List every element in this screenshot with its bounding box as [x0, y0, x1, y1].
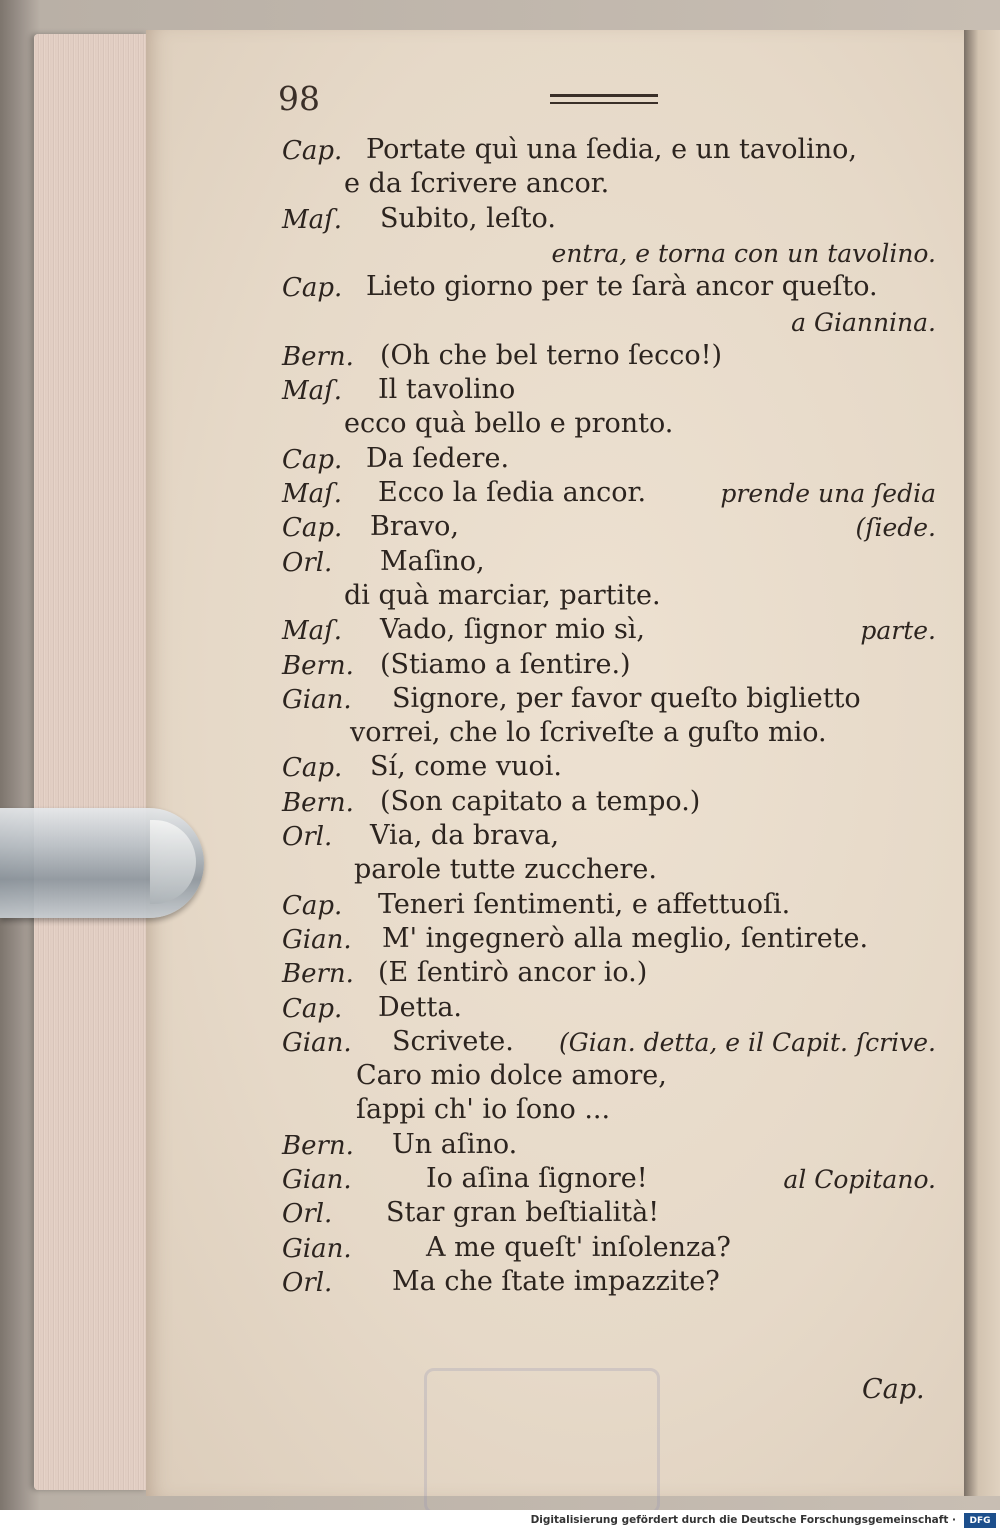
catchword: Cap. — [862, 1374, 925, 1405]
speaker-name: Cap. — [282, 890, 343, 921]
speaker-name: Bern. — [282, 1130, 354, 1161]
text-line — [0, 717, 1000, 751]
speaker-name: Gian. — [282, 684, 352, 715]
speaker-name: Orl. — [282, 1267, 333, 1298]
dialogue-text: Lieto giorno per te ſarà ancor queſto. — [366, 271, 878, 303]
text-line — [0, 957, 1000, 991]
speaker-name: Maſ. — [282, 616, 343, 647]
stage-direction: a Giannina. — [791, 307, 936, 337]
speaker-name: Orl. — [282, 547, 333, 578]
text-line — [0, 1129, 1000, 1163]
speaker-name: Gian. — [282, 1233, 352, 1264]
text-line — [0, 408, 1000, 442]
text-line — [0, 340, 1000, 374]
dialogue-text: Il tavolino — [378, 374, 516, 406]
dialogue-text: vorrei, che lo ſcriveſte a guſto mio. — [350, 717, 827, 749]
dialogue-text: ſappi ch' io ſono ... — [356, 1094, 611, 1126]
dialogue-text: Teneri ſentimenti, e affettuoſi. — [378, 888, 791, 920]
dialogue-text: (Son capitato a tempo.) — [380, 785, 701, 817]
stage-direction: (Gian. detta, e il Capit. ſcrive. — [558, 1027, 936, 1057]
dialogue-text: Star gran beſtialità! — [386, 1197, 660, 1229]
text-line — [0, 683, 1000, 717]
footer-credit: Digitalisierung gefördert durch die Deutsche Forschungsgemeinschaft · — [530, 1514, 956, 1526]
text-line — [0, 271, 1000, 305]
dialogue-text: Caro mio dolce amore, — [356, 1060, 667, 1092]
text-line — [0, 1266, 1000, 1300]
speaker-name: Maſ. — [282, 479, 343, 509]
text-line — [0, 751, 1000, 785]
dialogue-text: Subito, leſto. — [380, 202, 556, 234]
speaker-name: Bern. — [282, 650, 354, 681]
text-line — [0, 306, 1000, 340]
speaker-name: Maſ. — [282, 376, 343, 407]
speaker-name: Bern. — [282, 959, 354, 990]
dialogue-text: Detta. — [378, 991, 463, 1023]
dialogue-text: Sí, come vuoi. — [370, 751, 562, 783]
speaker-name: Gian. — [282, 1027, 352, 1058]
stage-direction: parte. — [860, 616, 936, 646]
speaker-name: Orl. — [282, 1199, 333, 1230]
dialogue-text: Maſino, — [380, 545, 485, 577]
dialogue-text: Vado, ſignor mio sì, — [380, 614, 646, 646]
text-line — [0, 511, 1000, 545]
speaker-name: Bern. — [282, 341, 354, 372]
stage-direction: entra, e torna con un tavolino. — [551, 238, 936, 268]
dialogue-text: parole tutte zucchere. — [354, 854, 657, 886]
speaker-name: Cap. — [282, 993, 343, 1024]
page-number: 98 — [278, 79, 320, 118]
text-line — [0, 134, 1000, 168]
text-line — [0, 820, 1000, 854]
text-line — [0, 580, 1000, 614]
text-line — [0, 1197, 1000, 1231]
speaker-name: Gian. — [282, 1165, 352, 1195]
text-line — [0, 203, 1000, 237]
speaker-name: Orl. — [282, 822, 333, 852]
dialogue-text: e da ſcrivere ancor. — [344, 168, 610, 200]
dialogue-text: di quà marciar, partite. — [344, 579, 661, 611]
text-line — [0, 889, 1000, 923]
dialogue-text: ecco quà bello e pronto. — [344, 408, 674, 440]
dialogue-text: Ma che ſtate impazzite? — [392, 1265, 720, 1297]
dialogue-text: (Stiamo a ſentire.) — [380, 648, 631, 680]
faint-library-stamp — [424, 1368, 660, 1510]
speaker-name: Maſ. — [282, 204, 343, 235]
dialogue-text: A me queſt' inſolenza? — [426, 1231, 731, 1263]
dialogue-text: (Oh che bel terno ſecco!) — [380, 339, 723, 371]
stage-direction: (ſiede. — [855, 513, 936, 543]
text-line — [0, 1026, 1000, 1060]
speaker-name: Cap. — [282, 753, 343, 784]
dialogue-text: (E ſentirò ancor io.) — [378, 957, 648, 989]
dialogue-text: Signore, per favor queſto biglietto — [392, 682, 861, 714]
text-line — [0, 854, 1000, 888]
text-line — [0, 786, 1000, 820]
text-line — [0, 546, 1000, 580]
footer-bar — [0, 1510, 1000, 1532]
text-line — [0, 923, 1000, 957]
stage-direction: prende una ſedia — [720, 479, 936, 508]
text-line — [0, 237, 1000, 271]
speaker-name: Cap. — [282, 513, 343, 544]
dialogue-text: Bravo, — [370, 511, 459, 543]
text-line — [0, 1060, 1000, 1094]
text-line — [0, 1094, 1000, 1128]
dialogue-text: Scrivete. — [392, 1025, 514, 1057]
dialogue-text: Via, da brava, — [370, 820, 560, 851]
stage-direction: al Copitano. — [783, 1165, 936, 1194]
speaker-name: Cap. — [282, 136, 343, 166]
dialogue-text: M' ingegnerò alla meglio, ſentirete. — [382, 922, 869, 954]
text-line — [0, 443, 1000, 477]
text-line — [0, 649, 1000, 683]
speaker-name: Cap. — [282, 444, 343, 475]
text-line — [0, 1232, 1000, 1266]
text-line — [0, 992, 1000, 1026]
dialogue-text: Da ſedere. — [366, 442, 510, 474]
dialogue-text: Portate quì una ſedia, e un tavolino, — [366, 134, 857, 165]
text-line — [0, 168, 1000, 202]
text-line — [0, 477, 1000, 511]
dialogue-text: Io aſina ſignore! — [426, 1163, 648, 1194]
dfg-logo-icon: DFG — [964, 1513, 996, 1528]
speaker-name: Bern. — [282, 787, 354, 818]
text-line — [0, 614, 1000, 648]
text-line — [0, 374, 1000, 408]
header-rule — [550, 94, 658, 104]
speaker-name: Cap. — [282, 273, 343, 304]
text-line — [0, 1163, 1000, 1197]
dialogue-text: Ecco la ſedia ancor. — [378, 477, 647, 508]
dialogue-text: Un aſino. — [392, 1128, 518, 1160]
speaker-name: Gian. — [282, 924, 352, 955]
